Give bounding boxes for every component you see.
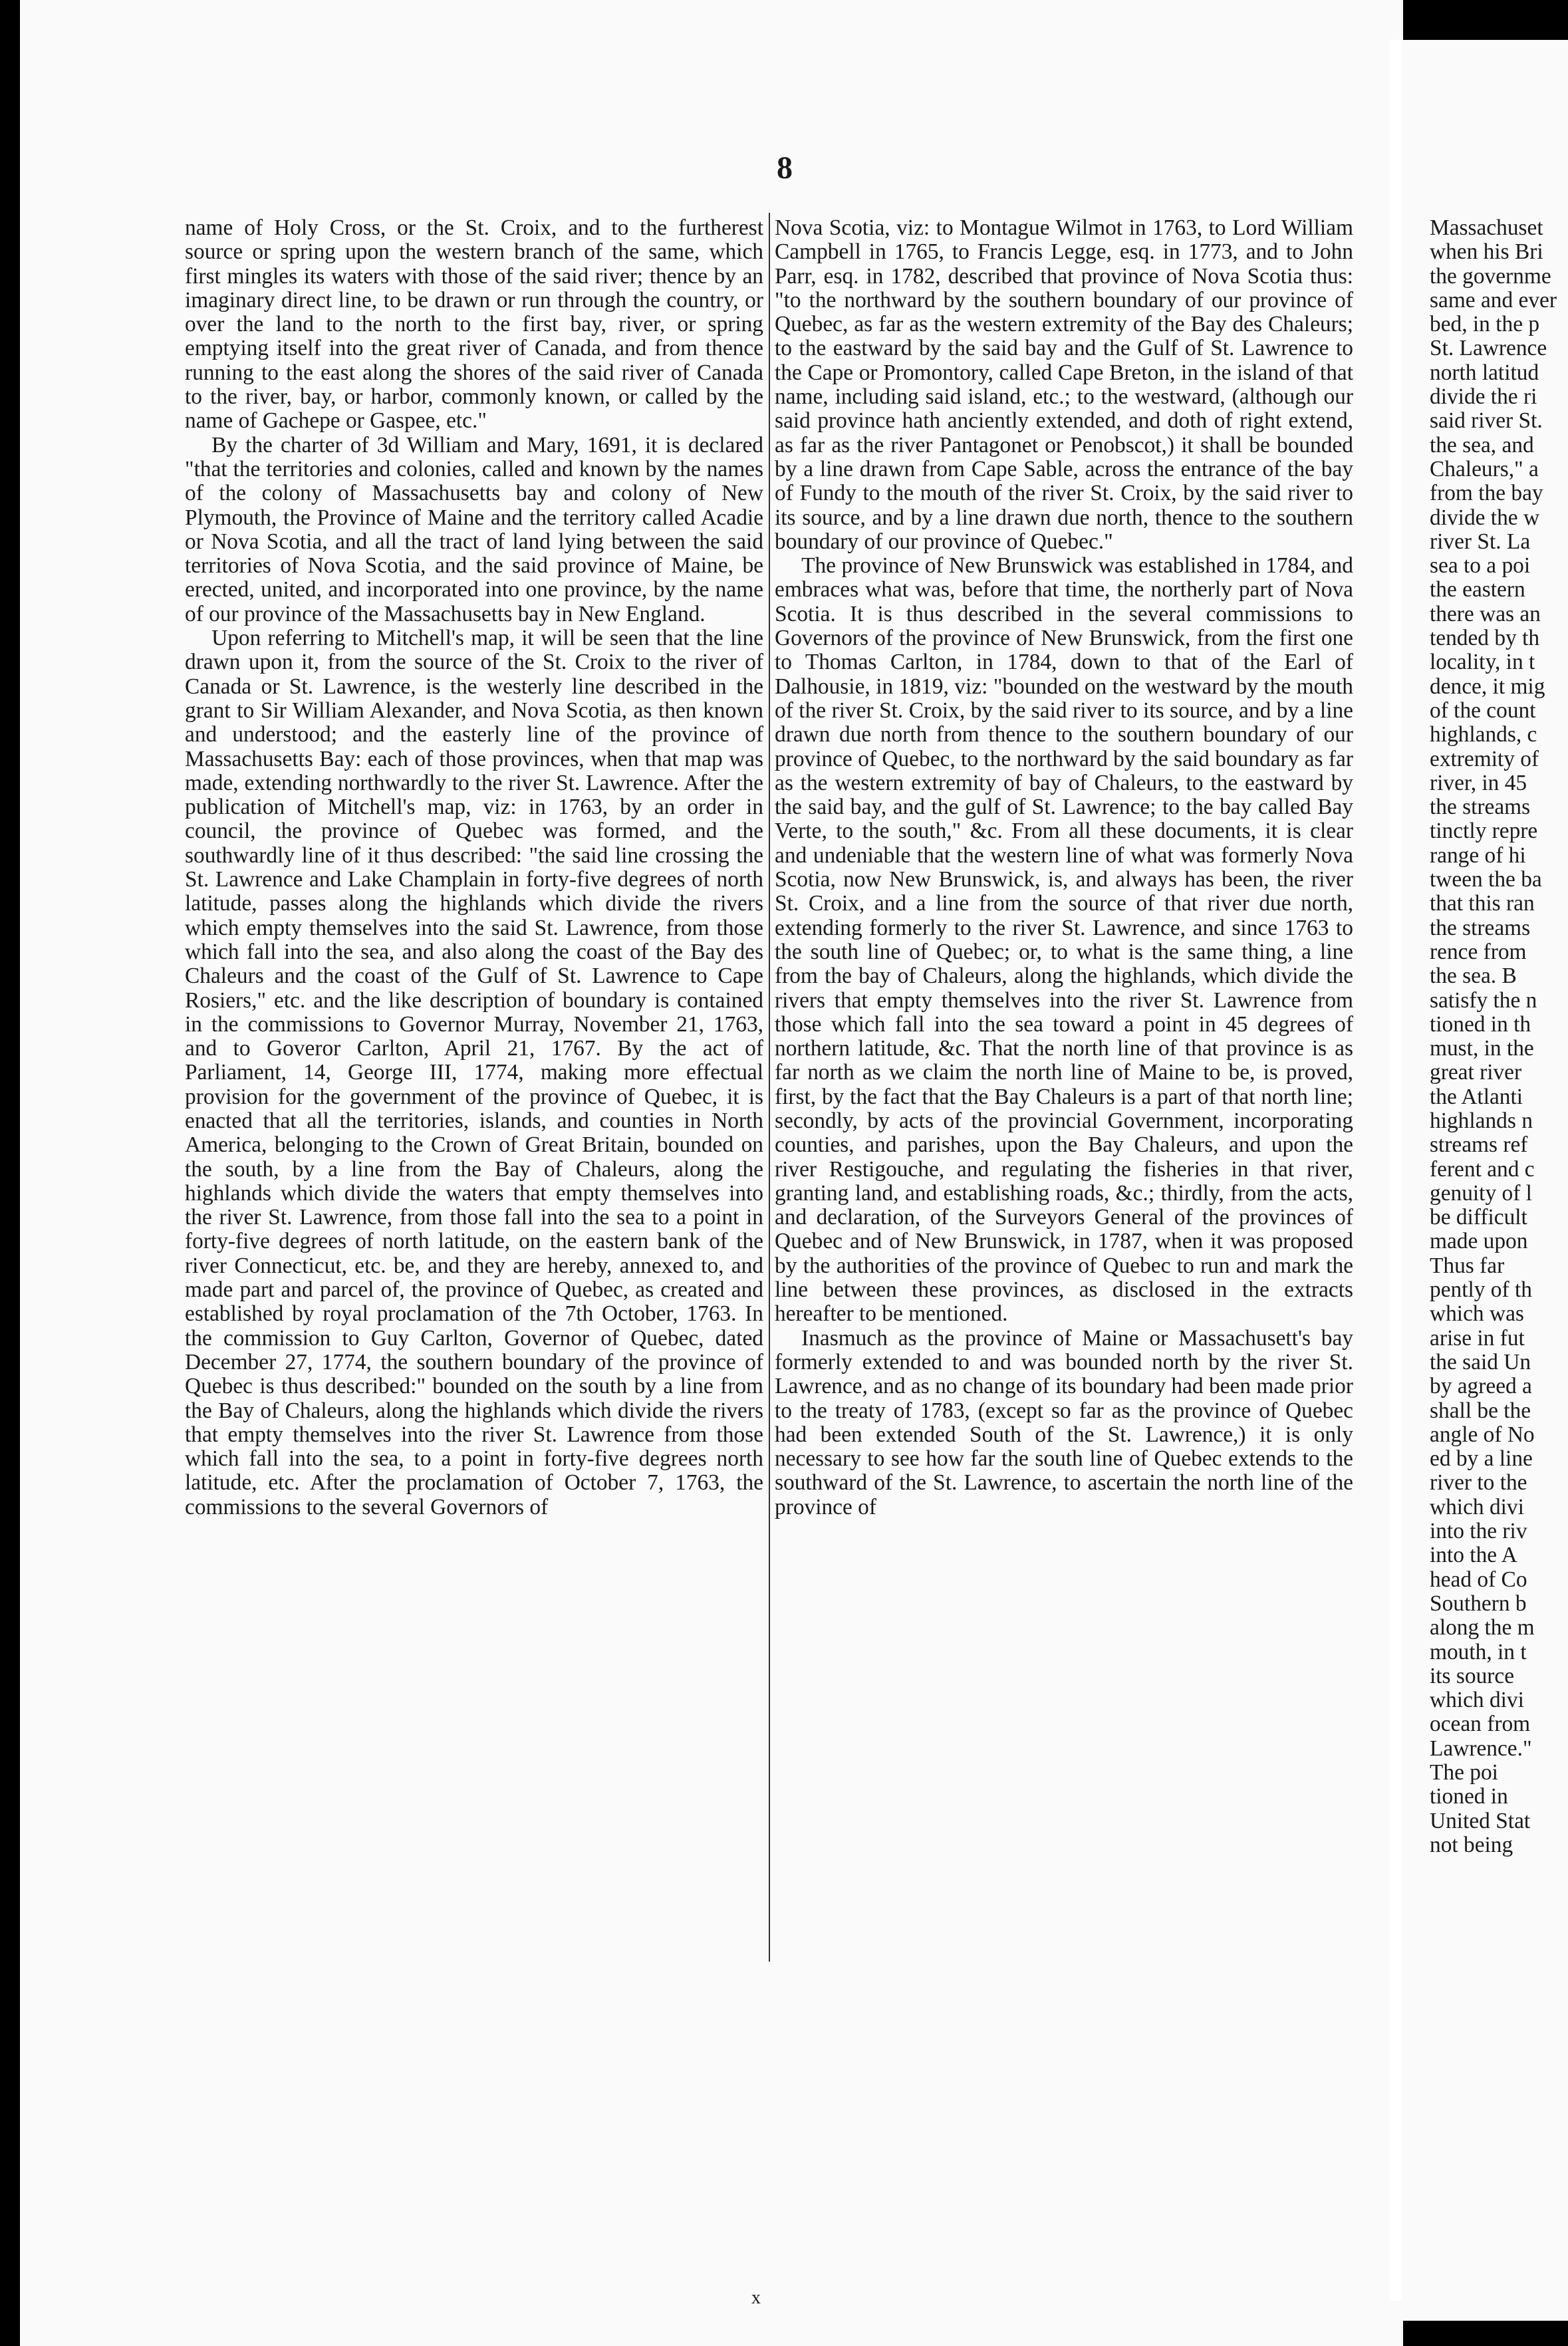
next-page-line: be difficult bbox=[1430, 1205, 1527, 1230]
next-page-line: highlands n bbox=[1430, 1108, 1533, 1133]
paragraph: name of Holy Cross, or the St. Croix, and to the furtherest source or spring upon the western branch of the same, which first mingles its waters with those of the said river; thence by an imaginary direct line, to be drawn or run through the country, or over the land to the north to the first bay, river, or spring emptying itself into the great river of Canada, and from thence running to the east along the shores of the said river of Canada to the river, bay, or harbor, commonly known, or called by the name of Gachepe or Gaspee, etc." bbox=[185, 215, 763, 434]
paragraph: By the charter of 3d William and Mary, 1691, it is declared "that the territories and colonies, called and known by the names of the colony of Massachusetts bay and colony of New Plymouth, the Province of Maine and the territory called Acadie or Nova Scotia, and all the tract of land lying between the said territories of Nova Scotia, and the said province of Maine, be erected, united, and incorporated into one province, by the name of our province of the Massachusetts bay in New England. bbox=[185, 432, 763, 626]
next-page-line: that this ran bbox=[1430, 891, 1535, 916]
next-page-line: the sea. B bbox=[1430, 964, 1517, 989]
next-page-line: its source bbox=[1430, 1663, 1515, 1688]
next-page-line: the eastern bbox=[1430, 577, 1525, 602]
next-page-line: Lawrence." bbox=[1430, 1736, 1532, 1761]
next-page-line: river, in 45 bbox=[1430, 770, 1527, 795]
next-page-line: United Stat bbox=[1430, 1808, 1531, 1833]
next-page-line: Chaleurs," a bbox=[1430, 456, 1539, 481]
next-page-line: range of hi bbox=[1430, 843, 1526, 868]
next-page-line: tioned in th bbox=[1430, 1011, 1531, 1037]
next-page-line: bed, in the p bbox=[1430, 312, 1540, 337]
next-page-line: pently of th bbox=[1430, 1277, 1532, 1303]
next-page-line: along the m bbox=[1430, 1615, 1535, 1640]
paragraph: Upon referring to Mitchell's map, it will be seen that the line drawn upon it, from the source of the St. Croix to the river of Canada or St. Lawrence, is the westerly line described in the grant to Sir William Alexander, and Nova Scotia, as then known and understood; and the easterly line of the province of Massachusetts Bay: each of those provinces, when that map was made, extending northwardly to the river St. Lawrence. After the publication of Mitchell's map, viz: in 1763, by an order in council, the province of Quebec was formed, and the southwardly line of it thus described: "the said line crossing the St. Lawrence and Lake Champlain in forty-five degrees of north latitude, passes along the highlands which divide the rivers which empty themselves into the said St. Lawrence, from those which fall into the sea, and also along the coast of the Bay des Chaleurs and the coast of the Gulf of St. Lawrence to Cape Rosiers," etc. and the like description of boundary is contained in the commissions to Governor Murray, November 21, 1763, and to Goveror Carlton, April 21, 1767. By the act of Parliament, 14, George III, 1774, making more effectual provision for the government of the province of Quebec, it is enacted that all the territories, islands, and counties in North America, belonging to the Crown of Great Britain, bounded on the south, by a line from the Bay of Chaleurs, along the highlands which divide the waters that empty themselves into the river St. Lawrence, from those fall into the sea to a point in forty-five degrees of north latitude, on the eastern bank of the river Connecticut, etc. be, and they are hereby, annexed to, and made part and parcel of, the province of Quebec, as created and established by royal proclamation of the 7th October, 1763. In the commission to Guy Carlton, Governor of Quebec, dated December 27, 1774, the southern boundary of the province of Quebec is thus described:" bounded on the south by a line from the Bay of Chaleurs, along the highlands which divide the rivers that empty themselves into the river St. Lawrence from those which fall into the sea, to a point in forty-five degrees north latitude, etc. After the proclamation of October 7, 1763, the commissions to the several Governors of bbox=[185, 626, 763, 1519]
paragraph: Inasmuch as the province of Maine or Massachusett's bay formerly extended to and was bounded north by the river St. Lawrence, and as no change of its boundary had been made prior to the treaty of 1783, (except so far as the province of Quebec had been extended South of the St. Lawrence,) it is only necessary to see how far the south line of Quebec extends to the southward of the St. Lawrence, to ascertain the north line of the province of bbox=[775, 1325, 1353, 1519]
paragraph: Nova Scotia, viz: to Montague Wilmot in 1763, to Lord William Campbell in 1765, to Francis Legge, esq. in 1773, and to John Parr, esq. in 1782, described that province of Nova Scotia thus: "to the northward by the southern boundary of our province of Quebec, as far as the western extremity of the Bay des Chaleurs; to the eastward by the said bay and the Gulf of St. Lawrence to the Cape or Promontory, called Cape Breton, in the island of that name, including said island, etc.; to the westward, (although our said province hath anciently extended, and doth of right extend, as far as the river Pantagonet or Penobscot,) it shall be bounded by a line drawn from Cape Sable, across the entrance of the bay of Fundy to the mouth of the river St. Croix, by the said river to its source, and by a line drawn due north, thence to the southern boundary of our province of Quebec." bbox=[775, 215, 1353, 554]
next-page-line: Thus far bbox=[1430, 1253, 1505, 1278]
next-page-line: north latitud bbox=[1430, 360, 1539, 385]
next-page-column-fragment bbox=[1430, 216, 1568, 1857]
next-page-line: when his Bri bbox=[1430, 239, 1543, 265]
next-page-line: there was an bbox=[1430, 601, 1541, 626]
next-page-line: river St. La bbox=[1430, 529, 1531, 554]
next-page-line: tioned in bbox=[1430, 1784, 1508, 1809]
next-page-line: from the bay bbox=[1430, 481, 1543, 506]
paragraph: The province of New Brunswick was established in 1784, and embraces what was, before that time, the northerly part of Nova Scotia. It is thus described in the several commissions to Governors of the province of New Brunswick, from the first one to Thomas Carlton, in 1784, down to that of the Earl of Dalhousie, in 1819, viz: "bounded on the westward by the mouth of the river St. Croix, by the said river to its source, and by a line drawn due north from thence to the southern boundary of our province of Quebec, to the northward by the said boundary as far as the western extremity of bay of Chaleurs, to the eastward by the said bay, and the gulf of St. Lawrence; to the bay called Bay Verte, to the south," &c. From all these documents, it is clear and undeniable that the western line of what was formerly Nova Scotia, now New Brunswick, is, and always has been, the river St. Croix, and a line from the source of that river due north, extending formerly to the river St. Lawrence, and since 1763 to the south line of Quebec; or, to what is the same thing, a line from the bay of Chaleurs, along the highlands, which divide the rivers that empty themselves into the river St. Lawrence from those which fall into the sea toward a point in 45 degrees of northern latitude, &c. That the north line of that province is as far north as we claim the north line of Maine to be, is proved, first, by the fact that the Bay Chaleurs is a part of that north line; secondly, by acts of the provincial Government, incorporating counties, and parishes, upon the Bay Chaleurs, and upon the river Restigouche, and regulating the fisheries in that river, granting land, and establishing roads, &c.; thirdly, from the acts, and declaration, of the Surveyors General of the provinces of Quebec and of New Brunswick, in 1787, when it was proposed by the authorities of the province of Quebec to run and mark the line between these provinces, as disclosed in the extracts hereafter to be mentioned. bbox=[775, 553, 1353, 1327]
next-page-line: genuity of l bbox=[1430, 1180, 1532, 1206]
next-page-line: tween the ba bbox=[1430, 867, 1542, 892]
next-page-line: into the riv bbox=[1430, 1519, 1527, 1544]
next-page-line: of the count bbox=[1430, 698, 1536, 723]
next-page-line: by agreed a bbox=[1430, 1374, 1532, 1399]
next-page-line: which was bbox=[1430, 1301, 1524, 1327]
next-page-line: St. Lawrence bbox=[1430, 336, 1547, 361]
next-page-line: the governme bbox=[1430, 263, 1551, 289]
next-page-line: which divi bbox=[1430, 1494, 1524, 1519]
next-page-line: arise in fut bbox=[1430, 1325, 1525, 1351]
next-page-line: must, in the bbox=[1430, 1036, 1534, 1061]
next-page-line: satisfy the n bbox=[1430, 987, 1537, 1013]
next-page-line: ocean from bbox=[1430, 1712, 1531, 1737]
printer-mark: x bbox=[751, 2287, 761, 2308]
next-page-line: river to the bbox=[1430, 1470, 1527, 1496]
next-page-line: same and ever bbox=[1430, 287, 1557, 313]
next-page-line: into the A bbox=[1430, 1543, 1517, 1568]
next-page-line: dence, it mig bbox=[1430, 674, 1545, 699]
next-page-line: ed by a line bbox=[1430, 1446, 1533, 1472]
next-page-line: locality, in t bbox=[1430, 650, 1535, 675]
next-page-line: the streams bbox=[1430, 795, 1531, 820]
next-page-line: divide the ri bbox=[1430, 384, 1537, 410]
next-page-line: great river bbox=[1430, 1060, 1522, 1085]
next-page-line: streams ref bbox=[1430, 1132, 1528, 1158]
next-page-line: tended by th bbox=[1430, 626, 1540, 651]
next-page-line: The poi bbox=[1430, 1760, 1498, 1785]
next-page-line: which divi bbox=[1430, 1688, 1524, 1713]
next-page-line: the said Un bbox=[1430, 1349, 1531, 1374]
next-page-line: the sea, and bbox=[1430, 432, 1534, 457]
next-page-line: sea to a poi bbox=[1430, 553, 1531, 579]
next-page-line: mouth, in t bbox=[1430, 1639, 1527, 1664]
next-page-line: Southern b bbox=[1430, 1591, 1527, 1616]
next-page-line: tinctly repre bbox=[1430, 819, 1538, 844]
next-page-line: shall be the bbox=[1430, 1398, 1531, 1423]
next-page-line: made upon bbox=[1430, 1229, 1528, 1254]
next-page-line: the streams bbox=[1430, 915, 1531, 940]
next-page-line: the Atlanti bbox=[1430, 1084, 1523, 1109]
right-column bbox=[775, 216, 1353, 1519]
next-page-line: highlands, c bbox=[1430, 722, 1537, 747]
next-page-line: rence from bbox=[1430, 939, 1527, 964]
next-page-line: said river St. bbox=[1430, 408, 1543, 434]
next-page-line: head of Co bbox=[1430, 1567, 1527, 1592]
next-page-line: divide the w bbox=[1430, 505, 1540, 530]
page-number: 8 bbox=[777, 150, 793, 186]
next-page-line: ferent and c bbox=[1430, 1156, 1535, 1182]
next-page-line: Massachuset bbox=[1430, 215, 1543, 240]
column-divider bbox=[769, 213, 770, 1962]
next-page-line: angle of No bbox=[1430, 1422, 1535, 1447]
left-column bbox=[185, 216, 763, 1519]
next-page-line: not being bbox=[1430, 1832, 1513, 1857]
next-page-line: extremity of bbox=[1430, 746, 1539, 771]
